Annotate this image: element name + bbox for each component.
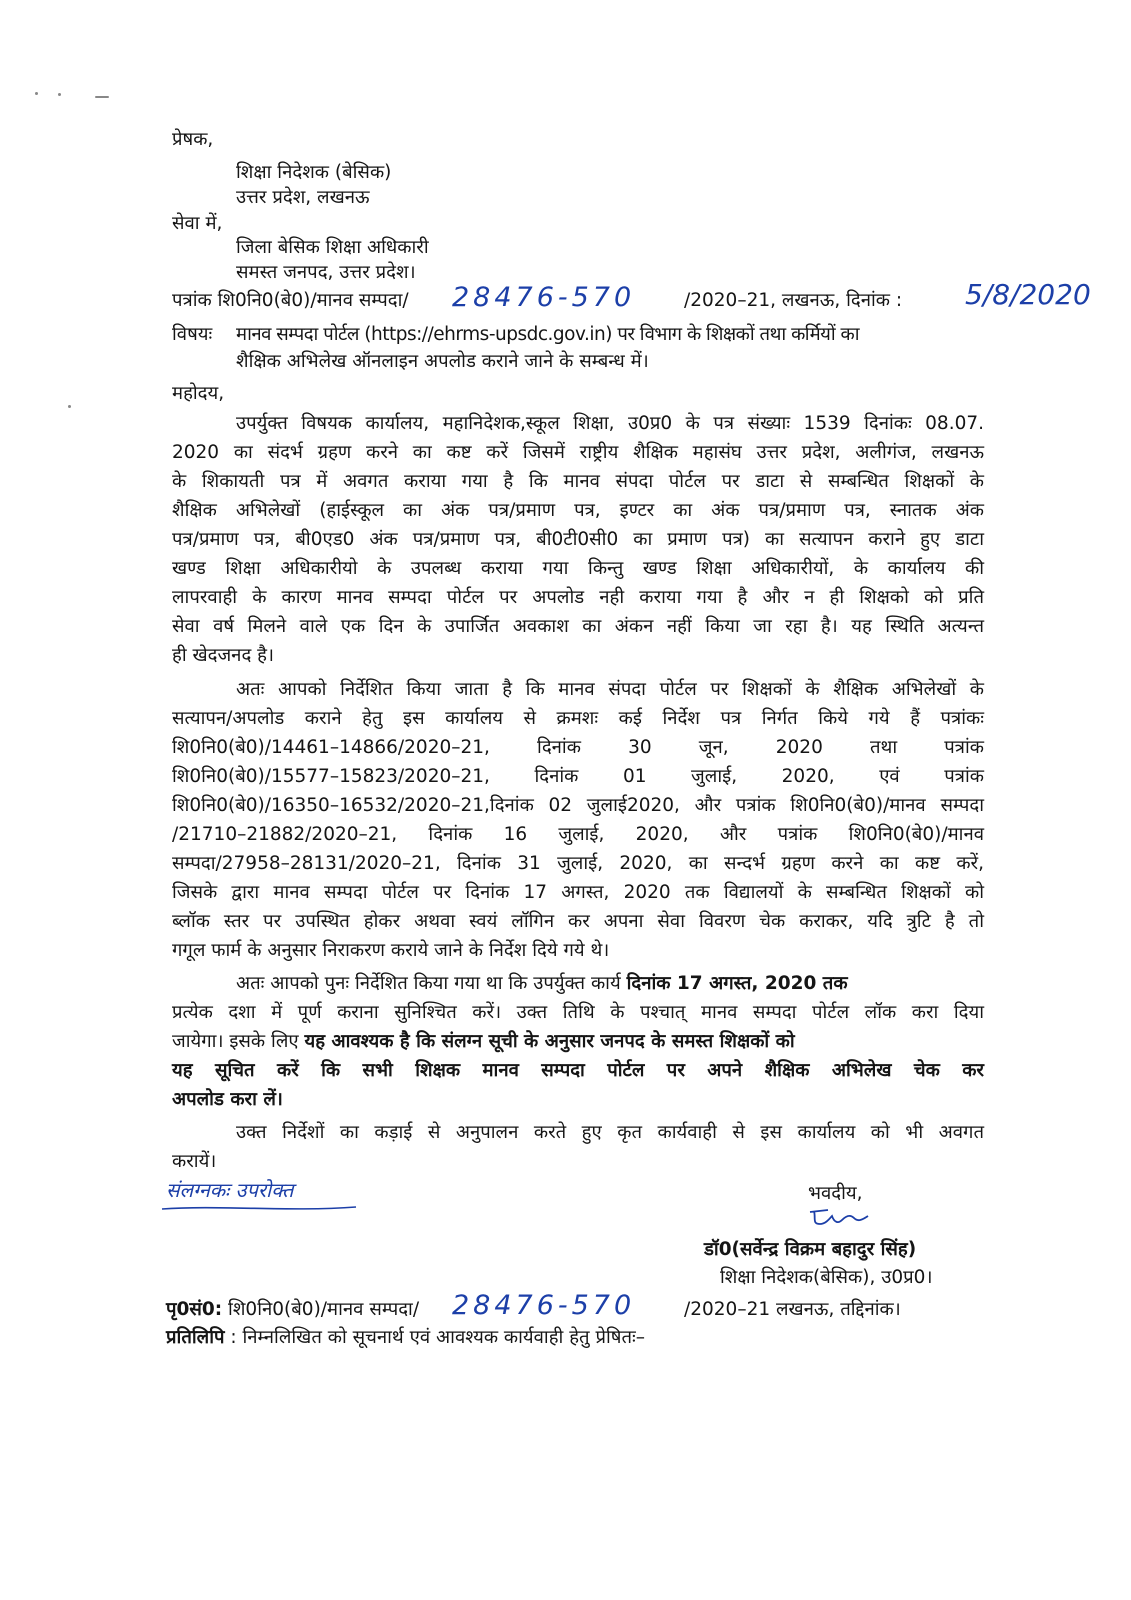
endorsement-prefix: शि0नि0(बे0)/मानव सम्पदा/ [222, 1299, 420, 1320]
reference-number-handwritten: 28476-570 [452, 282, 636, 313]
para2-line-8: जिसके द्वारा मानव सम्पदा पोर्टल पर दिनांक 17 अगस्त, 2020 तक विद्यालयों के सम्बन्धित शिक्षकों को [172, 882, 984, 903]
para3-line-3-bold: यह आवश्यक है कि संलग्न सूची के अनुसार जनपद के समस्त शिक्षकों को [304, 1031, 795, 1052]
closing-yours: भवदीय, [808, 1183, 863, 1204]
para1-line-4: शैक्षिक अभिलेखों (हाईस्कूल का अंक पत्र/प्रमाण पत्र, इण्टर का अंक पत्र/प्रमाण पत्र, स्नातक अंक [172, 500, 984, 521]
para1-line-8: सेवा वर्ष मिलने वाले एक दिन के उपार्जित अवकाश का अंकन नहीं किया जा रहा है। यह स्थिति अत्यन्त [172, 616, 984, 637]
para1-line-9: ही खेदजनद है। [172, 645, 274, 666]
endorsement-line [166, 1298, 419, 1322]
para3-line-1 [236, 972, 848, 996]
para2-line-10: गगूल फार्म के अनुसार निराकरण कराये जाने के निर्देश दिये गये थे। [172, 940, 610, 961]
sender-name: शिक्षा निदेशक (बेसिक) [236, 162, 392, 183]
to-label: सेवा में, [172, 213, 223, 234]
para3-line-2: प्रत्येक दशा में पूर्ण कराना सुनिश्चित करें। उक्त तिथि के पश्चात् मानव सम्पदा पोर्टल लॉक करा दिया [172, 1002, 984, 1023]
para2-line-5: शि0नि0(बे0)/16350–16532/2020–21,दिनांक 02 जुलाई2020, और पत्रांक शि0नि0(बे0)/मानव सम्पदा [172, 795, 984, 816]
copy-line [166, 1326, 645, 1350]
copy-label: प्रतिलिपि [166, 1327, 225, 1348]
salutation: महोदय, [172, 383, 225, 404]
para2-line-6: /21710–21882/2020–21, दिनांक 16 जुलाई, 2020, और पत्रांक शि0नि0(बे0)/मानव [172, 824, 984, 845]
para1-line-1: उपर्युक्त विषयक कार्यालय, महानिदेशक,स्कूल शिक्षा, उ0प्र0 के पत्र संख्याः 1539 दिनांकः 08.07. [236, 413, 984, 434]
para2-line-9: ब्लॉक स्तर पर उपस्थित होकर अथवा स्वयं लॉगिन कर अपना सेवा विवरण चेक कराकर, यदि त्रुटि है तो [172, 911, 984, 932]
subject-line-2: शैक्षिक अभिलेख ऑनलाइन अपलोड कराने जाने के सम्बन्ध में। [236, 351, 649, 372]
reference-suffix: /2020–21, लखनऊ, दिनांक : [684, 290, 903, 311]
para4-line-2: करायें। [172, 1151, 217, 1172]
para1-line-6: खण्ड शिक्षा अधिकारीयो के उपलब्ध कराया गया किन्तु खण्ड शिक्षा अधिकारीयों, के कार्यालय की [172, 558, 984, 579]
enclosure-handwritten: संलग्नकः उपरोक्त [166, 1178, 294, 1202]
sender-label: प्रेषक, [172, 129, 214, 150]
endorsement-label: पृ0सं0: [166, 1299, 223, 1320]
reference-prefix: पत्रांक शि0नि0(बे0)/मानव सम्पदा/ [172, 290, 409, 311]
copy-text: : निम्नलिखित को सूचनार्थ एवं आवश्यक कार्यवाही हेतु प्रेषितः– [224, 1327, 646, 1348]
closing-name: डॉ0(सर्वेन्द्र विक्रम बहादुर सिंह) [704, 1239, 917, 1260]
para3-line-3 [172, 1030, 795, 1054]
para2-line-7: सम्पदा/27958–28131/2020–21, दिनांक 31 जुलाई, 2020, का सन्दर्भ ग्रहण करने का कष्ट करें, [172, 853, 984, 874]
para3-line-3-normal: जायेगा। इसके लिए [172, 1031, 305, 1052]
para1-line-7: लापरवाही के कारण मानव सम्पदा पोर्टल पर अपलोड नही कराया गया है और न ही शिक्षको को प्रति [172, 587, 984, 608]
para2-line-2: सत्यापन/अपलोड कराने हेतु इस कार्यालय से क्रमशः कई निर्देश पत्र निर्गत किये गये हैं पत्रांकः [172, 708, 984, 729]
para4-line-1: उक्त निर्देशों का कड़ाई से अनुपालन करते हुए कृत कार्यवाही से इस कार्यालय को भी अवगत [236, 1122, 984, 1143]
reference-date-handwritten: 5/8/2020 [965, 278, 1091, 311]
closing-designation: शिक्षा निदेशक(बेसिक), उ0प्र0। [720, 1267, 933, 1288]
sender-place: उत्तर प्रदेश, लखनऊ [236, 187, 370, 208]
para3-line-1-bold: दिनांक 17 अगस्त, 2020 तक [626, 973, 848, 994]
para2-line-1: अतः आपको निर्देशित किया जाता है कि मानव संपदा पोर्टल पर शिक्षकों के शैक्षिक अभिलेखों के [236, 679, 984, 700]
recipient-name: जिला बेसिक शिक्षा अधिकारी [236, 237, 429, 258]
para3-line-1-normal: अतः आपको पुनः निर्देशित किया गया था कि उपर्युक्त कार्य [236, 973, 627, 994]
para1-line-5: पत्र/प्रमाण पत्र, बी0एड0 अंक पत्र/प्रमाण पत्र, बी0टी0सी0 का प्रमाण पत्र) का सत्यापन कराने हुए डाटा [172, 529, 984, 550]
para1-line-2: 2020 का संदर्भ ग्रहण करने का कष्ट करें जिसमें राष्ट्रीय शैक्षिक महासंघ उत्तर प्रदेश, अलीगंज, लखनऊ [172, 442, 984, 463]
subject-line-1: मानव सम्पदा पोर्टल (https://ehrms-upsdc.gov.in) पर विभाग के शिक्षकों तथा कर्मियों का [236, 324, 860, 345]
endorsement-number-handwritten: 28476-570 [452, 1290, 636, 1321]
para3-line-5: अपलोड करा लें। [172, 1089, 283, 1110]
recipient-place: समस्त जनपद, उत्तर प्रदेश। [236, 262, 416, 283]
endorsement-suffix: /2020–21 लखनऊ, तद्दिनांक। [684, 1299, 901, 1320]
subject-label: विषयः [172, 324, 213, 345]
enclosure-underline [160, 1203, 360, 1213]
signature-mark [806, 1204, 872, 1230]
para3-line-4: यह सूचित करें कि सभी शिक्षक मानव सम्पदा पोर्टल पर अपने शैक्षिक अभिलेख चेक कर [172, 1060, 984, 1081]
para2-line-3: शि0नि0(बे0)/14461–14866/2020–21, दिनांक 30 जून, 2020 तथा पत्रांक [172, 737, 984, 758]
para2-line-4: शि0नि0(बे0)/15577–15823/2020–21, दिनांक 01 जुलाई, 2020, एवं पत्रांक [172, 766, 984, 787]
para1-line-3: के शिकायती पत्र में अवगत कराया गया है कि मानव संपदा पोर्टल पर डाटा से सम्बन्धित शिक्षकों के [172, 471, 984, 492]
